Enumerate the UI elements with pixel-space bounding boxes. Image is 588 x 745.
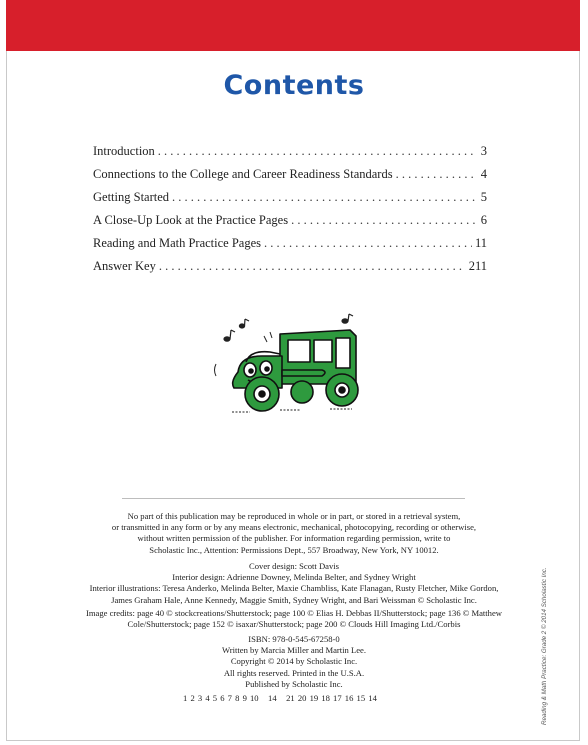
- side-credit: Reading & Math Practice: Grade 2 © 2014 Scholastic Inc.: [541, 567, 548, 725]
- page-title: Contents: [223, 70, 365, 101]
- toc-page-number: 4: [480, 167, 487, 181]
- legal-line: Scholastic Inc., Attention: Permissions Dept., 557 Broadway, New York, NY 10012.: [149, 544, 439, 555]
- toc-entry-label: Answer Key: [93, 259, 156, 273]
- legal-line: or transmitted in any form or by any means electronic, mechanical, photocopying, recording or otherwise,: [111, 522, 477, 533]
- legal-line: All rights reserved. Printed in the U.S.A.: [223, 667, 365, 678]
- toc-entry-getting-started[interactable]: [93, 190, 487, 213]
- image-credits: [60, 608, 528, 630]
- toc-entry-label: Getting Started: [93, 190, 170, 204]
- permission-notice: [60, 511, 528, 556]
- toc-entry-close-up-look[interactable]: [93, 213, 487, 236]
- header-band: [6, 0, 580, 51]
- print-line: 1 2 3 4 5 6 7 8 9 10 14 21 20 19 18 17 16 15 14: [183, 693, 377, 703]
- toc-leader: [172, 190, 476, 205]
- design-credits: [60, 561, 528, 606]
- legal-line: Interior illustrations: Teresa Anderko, Melinda Belter, Maxie Chambliss, Kate Flanagan, Rusty Fletcher, Mike Gordon,: [89, 583, 499, 594]
- legal-line: James Graham Hale, Anne Kennedy, Maggie Smith, Sydney Wright, and Bari Weissman © Scholastic Inc.: [111, 594, 477, 605]
- legal-line: No part of this publication may be reproduced in whole or in part, or stored in a retrieval system,: [127, 511, 461, 521]
- legal-line: Interior design: Adrienne Downey, Melinda Belter, and Sydney Wright: [172, 572, 416, 583]
- toc-entry-label: Connections to the College and Career Readiness Standards: [93, 167, 393, 181]
- divider: [122, 498, 465, 499]
- toc-entry-introduction[interactable]: [93, 144, 487, 167]
- toc-leader: [264, 236, 472, 251]
- toc-page-number: 11: [474, 236, 487, 250]
- toc-page-number: 5: [480, 190, 487, 204]
- legal-line: without written permission of the publisher. For information regarding permission, write to: [137, 533, 451, 544]
- cartoon-car-icon: [210, 312, 370, 417]
- toc-entry-answer-key[interactable]: [93, 259, 487, 282]
- toc-leader: [396, 167, 476, 182]
- legal-line: ISBN: 978-0-545-67258-0: [248, 634, 340, 644]
- legal-line: Published by Scholastic Inc.: [245, 678, 343, 689]
- legal-line: Cole/Shutterstock; page 152 © isaxar/Shutterstock; page 200 © Clouds Hill Imaging Ltd./Corbis: [127, 619, 461, 630]
- toc-page-number: 6: [480, 213, 487, 227]
- toc-leader: [159, 259, 466, 274]
- toc-page-number: 211: [468, 259, 487, 273]
- legal-line: Image credits: page 40 © stockcreations/Shutterstock; page 100 © Elias H. Debbas II/Shutterstock; page 136 © Matthew: [86, 608, 502, 618]
- legal-line: Copyright © 2014 by Scholastic Inc.: [230, 656, 358, 667]
- toc-page-number: 3: [480, 144, 487, 158]
- toc-entry-label: Reading and Math Practice Pages: [93, 236, 262, 250]
- publication-info: [60, 634, 528, 690]
- toc-entry-label: Introduction: [93, 144, 155, 158]
- legal-line: Written by Marcia Miller and Martin Lee.: [221, 645, 367, 656]
- toc-leader: [291, 213, 476, 228]
- toc-entry-label: A Close-Up Look at the Practice Pages: [93, 213, 289, 227]
- legal-line: Cover design: Scott Davis: [249, 561, 339, 571]
- toc-entry-connections[interactable]: [93, 167, 487, 190]
- toc-entry-practice-pages[interactable]: [93, 236, 487, 259]
- toc-leader: [158, 144, 476, 159]
- table-of-contents: [93, 144, 487, 282]
